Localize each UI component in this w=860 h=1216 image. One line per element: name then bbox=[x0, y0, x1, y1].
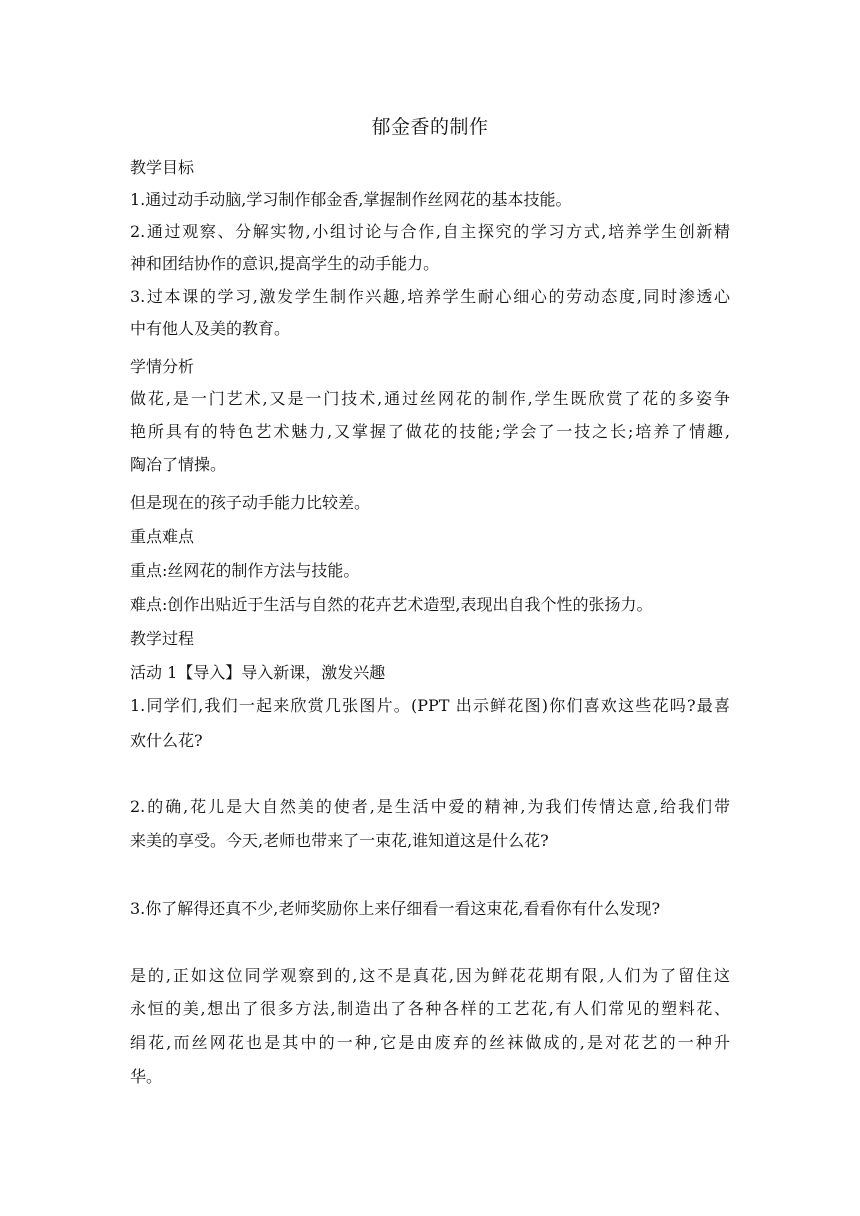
section-heading-process: 教学过程 bbox=[130, 629, 195, 648]
analysis-paragraph-2: 但是现在的孩子动手能力比较差。 bbox=[130, 493, 371, 512]
step-1-line-2: 欢什么花? bbox=[130, 731, 203, 750]
goal-3-line-1: 3.过本课的学习,激发学生制作兴趣,培养学生耐心细心的劳动态度,同时渗透心 bbox=[130, 287, 730, 306]
difficulty-point: 难点:创作出贴近于生活与自然的花卉艺术造型,表现出自我个性的张扬力。 bbox=[130, 595, 653, 614]
activity-1-heading: 活动 1【导入】导入新课，激发兴趣 bbox=[130, 663, 386, 682]
paragraph-line-4: 华。 bbox=[130, 1067, 163, 1086]
section-heading-analysis: 学情分析 bbox=[130, 357, 195, 376]
goal-1: 1.通过动手动脑,学习制作郁金香,掌握制作丝网花的基本技能。 bbox=[130, 190, 572, 209]
paragraph-line-1: 是的,正如这位同学观察到的,这不是真花,因为鲜花花期有限,人们为了留住这 bbox=[130, 966, 730, 985]
document-title: 郁金香的制作 bbox=[371, 116, 489, 138]
step-2-line-2: 来美的享受。今天,老师也带来了一束花,谁知道这是什么花? bbox=[130, 831, 549, 850]
paragraph-line-2: 永恒的美,想出了很多方法,制造出了各种各样的工艺花,有人们常见的塑料花、 bbox=[130, 999, 730, 1018]
section-heading-key-points: 重点难点 bbox=[130, 527, 195, 546]
analysis-line-3: 陶冶了情操。 bbox=[130, 455, 227, 474]
paragraph-line-3: 绢花,而丝网花也是其中的一种,它是由废弃的丝袜做成的,是对花艺的一种升 bbox=[130, 1033, 730, 1052]
goal-3-line-2: 中有他人及美的教育。 bbox=[130, 319, 291, 338]
step-3: 3.你了解得还真不少,老师奖励你上来仔细看一看这束花,看看你有什么发现? bbox=[130, 899, 661, 918]
analysis-line-2: 艳所具有的特色艺术魅力,又掌握了做花的技能;学会了一技之长;培养了情趣, bbox=[130, 422, 730, 441]
step-1-line-1: 1.同学们,我们一起来欣赏几张图片。(PPT 出示鲜花图)你们喜欢这些花吗?最喜 bbox=[130, 696, 730, 715]
analysis-line-1: 做花,是一门艺术,又是一门技术,通过丝网花的制作,学生既欣赏了花的多姿争 bbox=[130, 389, 730, 408]
goal-2-line-1: 2.通过观察、分解实物,小组讨论与合作,自主探究的学习方式,培养学生创新精 bbox=[130, 222, 730, 241]
key-point: 重点:丝网花的制作方法与技能。 bbox=[130, 561, 360, 580]
section-heading-goals: 教学目标 bbox=[130, 158, 195, 177]
step-2-line-1: 2.的确,花儿是大自然美的使者,是生活中爱的精神,为我们传情达意,给我们带 bbox=[130, 797, 730, 816]
goal-2-line-2: 神和团结协作的意识,提高学生的动手能力。 bbox=[130, 254, 440, 273]
